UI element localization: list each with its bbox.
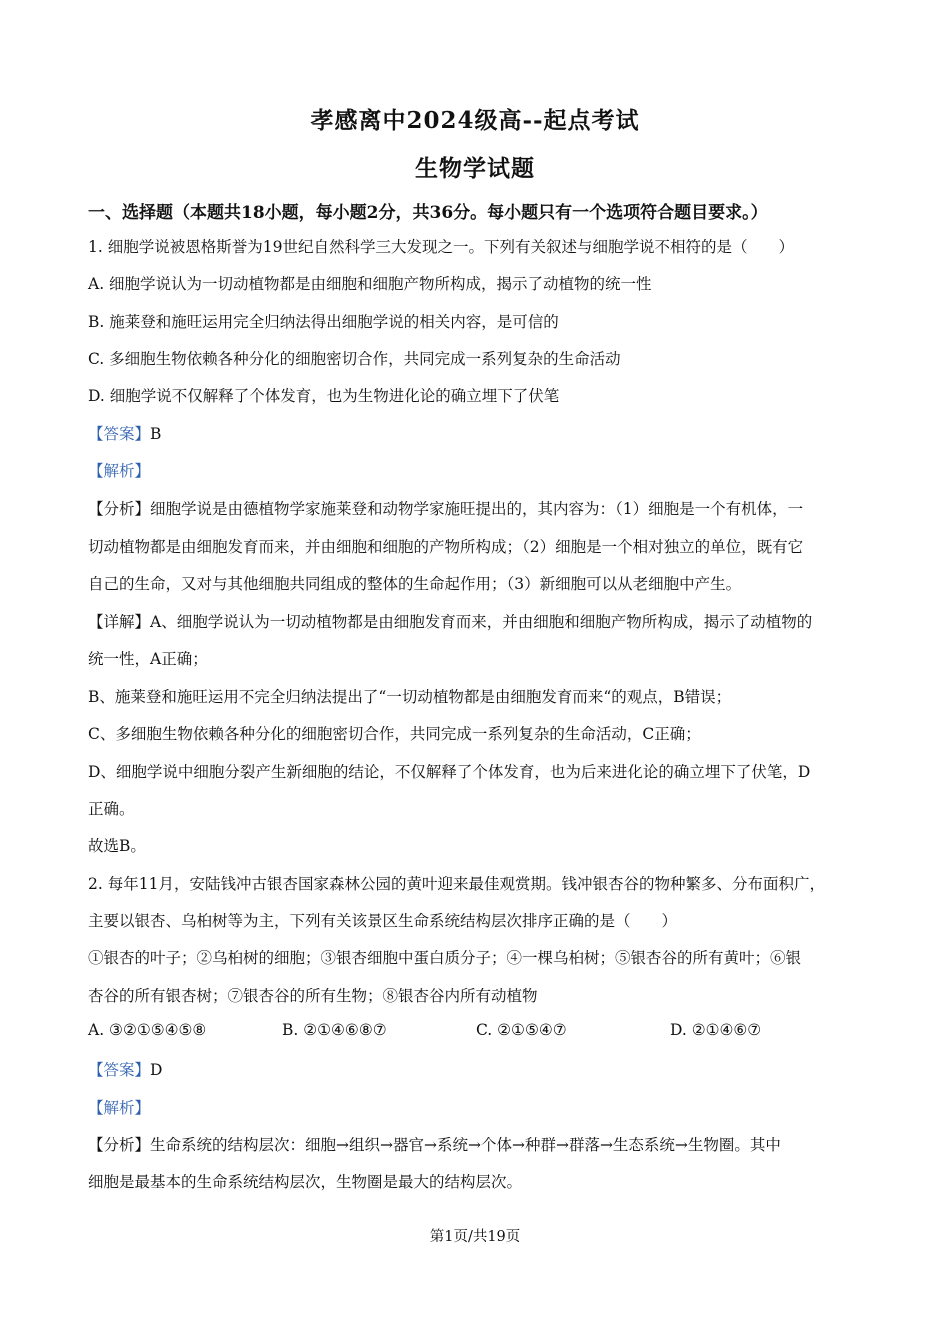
answer-tag: 【答案】 [88, 425, 151, 443]
section-heading: 一、选择题（本题共18小题，每小题2分，共36分。每小题只有一个选项符合题目要求。） [88, 203, 768, 223]
question-1-answer [88, 422, 863, 444]
exam-subtitle: 生物学试题 [415, 155, 535, 182]
question-1-xiangjie-line: C、多细胞生物依赖各种分化的细胞密切合作，共同完成一系列复杂的生命活动，C正确； [88, 725, 701, 743]
xiangjie-text: A、细胞学说认为一切动植物都是由细胞发育而来，并由细胞和细胞产物所构成，揭示了动植物的 [150, 613, 813, 631]
question-1-fenxi-line: 切动植物都是由细胞发育而来，并由细胞和细胞的产物所构成；（2）细胞是一个相对独立的单位，既有它 [88, 538, 804, 556]
question-2-option-c: C. ②①⑤④⑦ [476, 1021, 567, 1039]
question-1-option-d: D. 细胞学说不仅解释了个体发育，也为生物进化论的确立埋下了伏笔 [88, 387, 560, 405]
question-2-stem: 2. 每年11月，安陆钱冲古银杏国家森林公园的黄叶迎来最佳观赏期。钱冲银杏谷的物种繁多、分布面积广， [88, 875, 825, 893]
question-2-stem: 主要以银杏、乌桕树等为主，下列有关该景区生命系统结构层次排序正确的是（ ） [88, 912, 678, 930]
question-1-option-a: A. 细胞学说认为一切动植物都是由细胞和细胞产物所构成，揭示了动植物的统一性 [88, 275, 652, 293]
question-1-stem: 1. 细胞学说被恩格斯誉为19世纪自然科学三大发现之一。下列有关叙述与细胞学说不相符的是（ ） [88, 238, 794, 256]
question-2-fenxi-line: 细胞是最基本的生命系统结构层次，生物圈是最大的结构层次。 [88, 1173, 523, 1191]
question-2-stem: ①银杏的叶子；②乌桕树的细胞；③银杏细胞中蛋白质分子；④一棵乌桕树；⑤银杏谷的所有黄叶；⑥银 [88, 949, 802, 967]
question-2-analysis-tag: 【解析】 [88, 1099, 151, 1117]
question-1-xiangjie-line: B、施莱登和施旺运用不完全归纳法提出了“一切动植物都是由细胞发育而来“的观点，B错误； [88, 688, 732, 706]
question-2-options [88, 1021, 863, 1043]
question-1-option-b: B. 施莱登和施旺运用完全归纳法得出细胞学说的相关内容，是可信的 [88, 313, 559, 331]
question-2-answer [88, 1058, 863, 1080]
fenxi-text: 细胞学说是由德植物学家施莱登和动物学家施旺提出的，其内容为：（1）细胞是一个有机体，一 [150, 500, 804, 518]
question-1-option-c: C. 多细胞生物依赖各种分化的细胞密切合作，共同完成一系列复杂的生命活动 [88, 350, 621, 368]
question-1-fenxi-line [88, 497, 863, 519]
question-2-option-b: B. ②①④⑥⑧⑦ [282, 1021, 387, 1039]
question-1-xiangjie-line: 正确。 [88, 800, 135, 818]
question-2-option-d: D. ②①④⑥⑦ [670, 1021, 762, 1039]
fenxi-text: 生命系统的结构层次：细胞→组织→器官→系统→个体→种群→群落→生态系统→生物圈。其中 [150, 1136, 781, 1154]
question-2-option-a: A. ③②①⑤④⑤⑧ [88, 1021, 207, 1039]
xiangjie-tag: 【详解】 [88, 613, 151, 631]
question-2-fenxi-line [88, 1133, 863, 1155]
question-2-stem: 杏谷的所有银杏树；⑦银杏谷的所有生物；⑧银杏谷内所有动植物 [88, 987, 538, 1005]
exam-title: 孝感离中2024级高--起点考试 [310, 107, 640, 134]
question-1-fenxi-line: 自己的生命，又对与其他细胞共同组成的整体的生命起作用；（3）新细胞可以从老细胞中产生。 [88, 575, 742, 593]
fenxi-tag: 【分析】 [88, 500, 151, 518]
answer-tag: 【答案】 [88, 1061, 151, 1079]
question-1-xiangjie-line: 统一性，A正确； [88, 650, 208, 668]
answer-value: D [150, 1061, 163, 1079]
question-1-xiangjie-line: D、细胞学说中细胞分裂产生新细胞的结论，不仅解释了个体发育，也为后来进化论的确立埋下了伏笔，D [88, 763, 811, 781]
question-1-xiangjie-line [88, 610, 863, 632]
page-number: 第1页/共19页 [429, 1229, 521, 1245]
question-1-analysis-tag: 【解析】 [88, 462, 151, 480]
answer-value: B [150, 425, 162, 443]
question-1-xiangjie-line: 故选B。 [88, 837, 146, 855]
fenxi-tag: 【分析】 [88, 1136, 151, 1154]
